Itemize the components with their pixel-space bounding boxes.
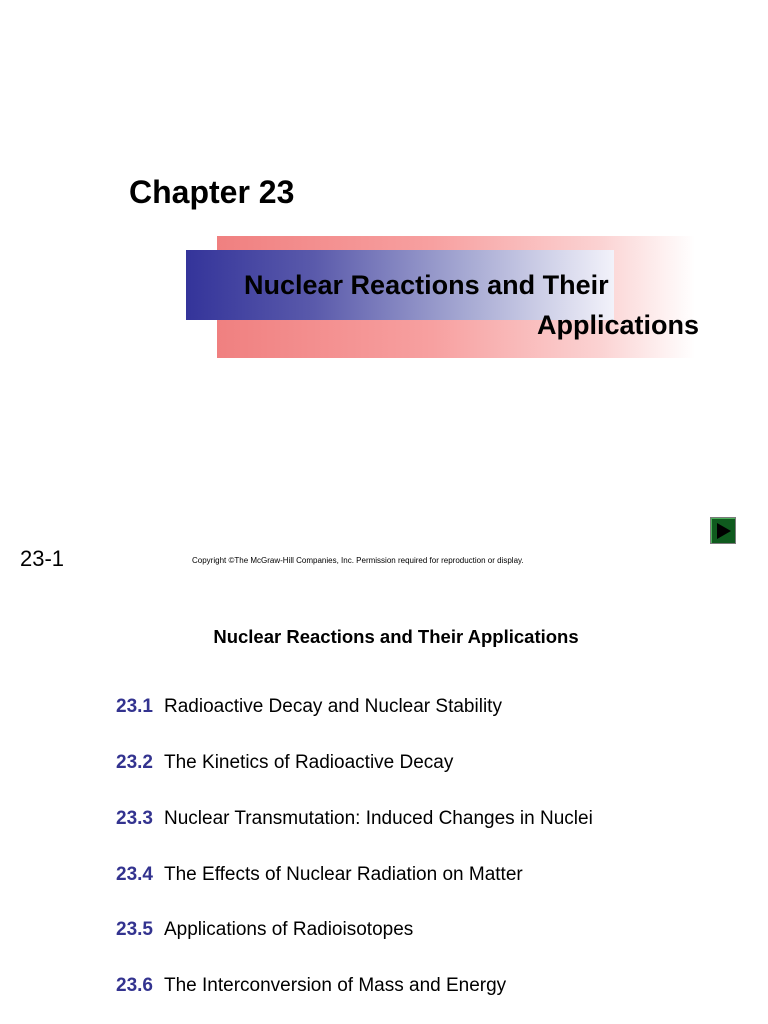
- toc-item: [116, 974, 506, 998]
- play-triangle-icon: [717, 523, 731, 539]
- toc-item: [116, 807, 593, 831]
- toc-section-title: The Kinetics of Radioactive Decay: [164, 752, 454, 773]
- chapter-title: Chapter 23: [129, 174, 295, 210]
- toc-section-title: The Interconversion of Mass and Energy: [164, 975, 507, 996]
- toc-section-number: 23.1: [116, 696, 153, 717]
- toc-section-title: Nuclear Transmutation: Induced Changes in Nuclei: [164, 808, 593, 829]
- next-slide-button[interactable]: [710, 517, 736, 544]
- outline-title: Nuclear Reactions and Their Applications: [213, 626, 579, 647]
- toc-section-number: 23.5: [116, 919, 153, 940]
- toc-section-title: The Effects of Nuclear Radiation on Matter: [164, 864, 523, 885]
- slide-number: 23-1: [20, 546, 65, 571]
- chapter-subtitle-line-1: Nuclear Reactions and Their: [244, 270, 609, 300]
- toc-item: [116, 751, 453, 775]
- toc-section-number: 23.6: [116, 975, 153, 996]
- toc-section-number: 23.2: [116, 752, 153, 773]
- copyright-notice: Copyright ©The McGraw-Hill Companies, Inc. Permission required for reproduction or display.: [192, 556, 524, 565]
- toc-item: [116, 695, 502, 719]
- toc-section-number: 23.3: [116, 808, 153, 829]
- toc-section-title: Applications of Radioisotopes: [164, 919, 414, 940]
- toc-item: [116, 863, 523, 887]
- toc-section-title: Radioactive Decay and Nuclear Stability: [164, 696, 502, 717]
- toc-section-number: 23.4: [116, 864, 153, 885]
- toc-item: [116, 918, 413, 942]
- chapter-subtitle-line-2: Applications: [537, 310, 700, 340]
